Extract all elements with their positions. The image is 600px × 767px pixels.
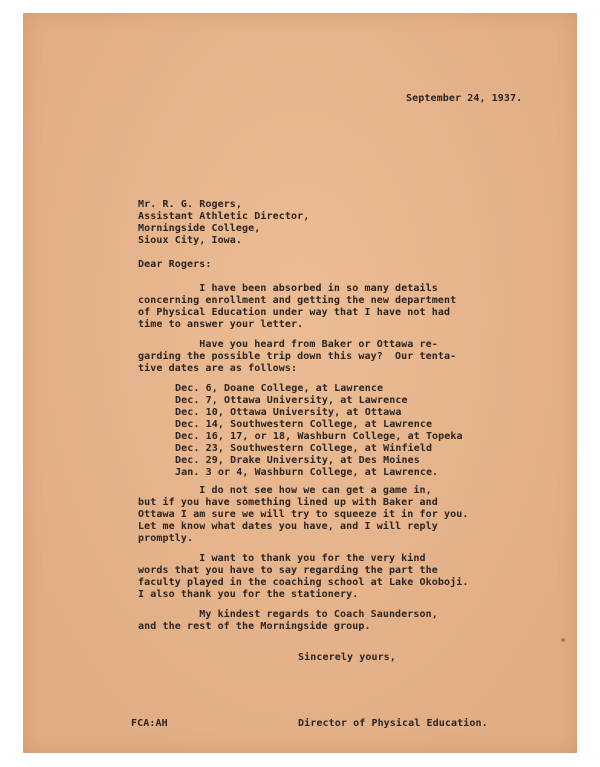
salutation: Dear Rogers: <box>138 259 212 270</box>
schedule-item: Dec. 23, Southwestern College, at Winfield <box>175 443 433 454</box>
paragraph-line: tive dates are as follows: <box>138 363 298 374</box>
paragraph-line: words that you have to say regarding the part the <box>138 565 438 576</box>
paragraph-line: but if you have something lined up with Baker and <box>138 497 438 508</box>
letter-date: September 24, 1937. <box>406 93 523 104</box>
recipient-line: Assistant Athletic Director, <box>138 211 310 222</box>
paragraph-line: I have been absorbed in so many details <box>138 283 438 294</box>
paper-spot <box>561 638 565 642</box>
recipient-line: Morningside College, <box>138 223 261 234</box>
paragraph-line: garding the possible trip down this way? Our tenta- <box>138 351 457 362</box>
paragraph-line: concerning enrollment and getting the new department <box>138 295 457 306</box>
paragraph-line: I want to thank you for the very kind <box>138 553 426 564</box>
paragraph-line: faculty played in the coaching school at Lake Okoboji. <box>138 577 469 588</box>
paragraph-regards <box>138 609 438 633</box>
paragraph-trip <box>138 339 456 375</box>
paragraph-line: Ottawa I am sure we will try to squeeze it in for you. <box>138 509 469 520</box>
typist-initials: FCA:AH <box>131 718 168 729</box>
paragraph-line: Have you heard from Baker or Ottawa re- <box>138 339 438 350</box>
paragraph-thanks <box>138 553 469 601</box>
letter-page <box>23 13 577 753</box>
paragraph-line: promptly. <box>138 533 194 544</box>
schedule-item: Dec. 6, Doane College, at Lawrence <box>175 383 384 394</box>
game-schedule <box>175 383 463 479</box>
paragraph-line: of Physical Education under way that I have not had <box>138 307 451 318</box>
recipient-address <box>138 199 309 247</box>
schedule-item: Dec. 10, Ottawa University, at Ottawa <box>175 407 402 418</box>
recipient-line: Sioux City, Iowa. <box>138 235 243 246</box>
paragraph-enrollment <box>138 283 456 331</box>
schedule-item: Dec. 29, Drake University, at Des Moines <box>175 455 420 466</box>
schedule-item: Jan. 3 or 4, Washburn College, at Lawrence. <box>175 467 439 478</box>
schedule-item: Dec. 7, Ottawa University, at Lawrence <box>175 395 408 406</box>
recipient-line: Mr. R. G. Rogers, <box>138 199 243 210</box>
paragraph-line: I also thank you for the stationery. <box>138 589 359 600</box>
paragraph-line: My kindest regards to Coach Saunderson, <box>138 609 438 620</box>
closing: Sincerely yours, <box>298 652 396 663</box>
paragraph-game <box>138 485 469 545</box>
paragraph-line: I do not see how we can get a game in, <box>138 485 432 496</box>
paragraph-line: time to answer your letter. <box>138 319 304 330</box>
paragraph-line: Let me know what dates you have, and I will reply <box>138 521 438 532</box>
signature-title: Director of Physical Education. <box>298 718 488 729</box>
schedule-item: Dec. 14, Southwestern College, at Lawrence <box>175 419 433 430</box>
paragraph-line: and the rest of the Morningside group. <box>138 621 371 632</box>
schedule-item: Dec. 16, 17, or 18, Washburn College, at Topeka <box>175 431 463 442</box>
